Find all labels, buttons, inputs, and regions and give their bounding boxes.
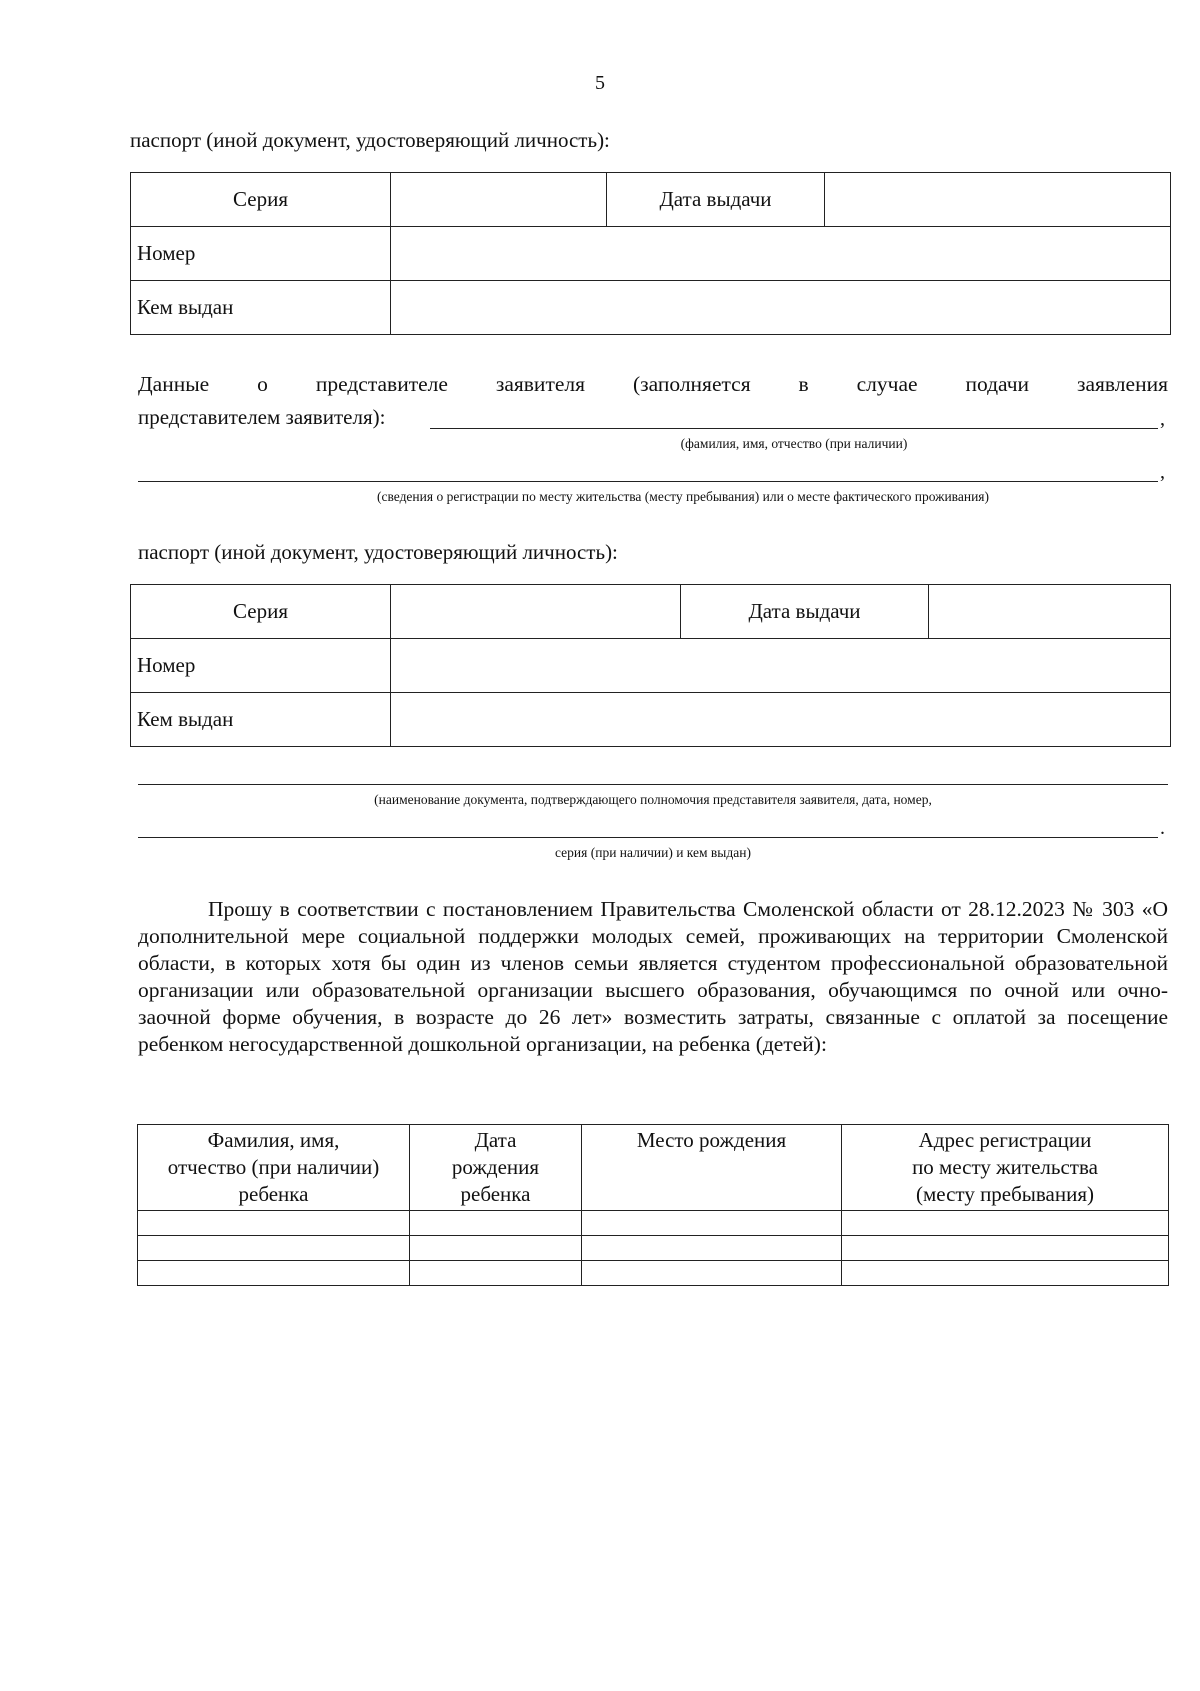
intro-word: о <box>257 372 268 396</box>
representative-name-line[interactable] <box>430 428 1158 429</box>
registration-line[interactable] <box>138 481 1158 482</box>
period: . <box>1160 817 1165 839</box>
comma: , <box>1160 461 1165 483</box>
representative-passport-label: паспорт (иной документ, удостоверяющий личность): <box>138 540 618 564</box>
issue-date-label: Дата выдачи <box>607 173 825 227</box>
page-number: 5 <box>595 72 605 94</box>
issued-by-field[interactable] <box>391 693 1171 747</box>
table-row <box>138 1211 1169 1236</box>
series-label: Серия <box>131 585 391 639</box>
request-text: Прошу в соответствии с постановлением Правительства Смоленской области от 28.12.2023 № 303 «О дополнительной мере социальной поддержки молодых семей, проживающих на территории Смоленской области, в которых хотя бы один из членов семьи является студентом профессиональной образовательной организации или образовательной организации высшего образования, обучающимся по очной или очно-заочной форме обучения, в возрасте до 26 лет» возместить затраты, связанные с оплатой за посещение ребенком негосударственной дошкольной организации, на ребенка (детей): <box>138 897 1168 1056</box>
child-name-cell[interactable] <box>138 1211 410 1236</box>
name-caption: (фамилия, имя, отчество (при наличии) <box>680 436 908 451</box>
birth-date-cell[interactable] <box>410 1211 582 1236</box>
issue-date-label: Дата выдачи <box>681 585 929 639</box>
intro-word: случае <box>856 372 918 396</box>
number-field[interactable] <box>391 639 1171 693</box>
applicant-passport-table <box>130 172 1171 335</box>
series-field[interactable] <box>391 585 681 639</box>
header-registration-address: Адрес регистрации по месту жительства (месту пребывания) <box>842 1125 1169 1211</box>
number-label: Номер <box>131 639 391 693</box>
header-birth-date: Дата рождения ребенка <box>410 1125 582 1211</box>
issued-by-label: Кем выдан <box>131 693 391 747</box>
number-field[interactable] <box>391 227 1171 281</box>
birth-place-cell[interactable] <box>582 1211 842 1236</box>
intro-word: (заполняется <box>632 372 751 396</box>
birth-place-cell[interactable] <box>582 1261 842 1286</box>
intro-word: Данные <box>138 372 210 396</box>
number-label: Номер <box>131 227 391 281</box>
table-row <box>138 1236 1169 1261</box>
representative-intro <box>138 372 1168 397</box>
issued-by-label: Кем выдан <box>131 281 391 335</box>
children-table <box>137 1124 1169 1286</box>
passport-label: паспорт (иной документ, удостоверяющий личность): <box>130 128 610 152</box>
address-cell[interactable] <box>842 1211 1169 1236</box>
intro-word: заявления <box>1077 372 1168 396</box>
issued-by-field[interactable] <box>391 281 1171 335</box>
document-caption-2: серия (при наличии) и кем выдан) <box>555 845 751 860</box>
registration-caption: (сведения о регистрации по месту жительства (месту пребывания) или о месте фактического проживания) <box>376 489 990 504</box>
birth-place-cell[interactable] <box>582 1236 842 1261</box>
child-name-cell[interactable] <box>138 1236 410 1261</box>
header-child-name: Фамилия, имя, отчество (при наличии) ребенка <box>138 1125 410 1211</box>
comma: , <box>1160 408 1165 430</box>
authority-document-line[interactable] <box>138 784 1168 785</box>
series-field[interactable] <box>391 173 607 227</box>
intro-word: заявителя <box>495 372 585 396</box>
address-cell[interactable] <box>842 1261 1169 1286</box>
issue-date-field[interactable] <box>929 585 1171 639</box>
document-caption-1: (наименование документа, подтверждающего полномочия представителя заявителя, дата, номер, <box>374 792 932 807</box>
birth-date-cell[interactable] <box>410 1236 582 1261</box>
request-paragraph <box>138 896 1168 1058</box>
address-cell[interactable] <box>842 1236 1169 1261</box>
representative-intro-tail: представителем заявителя): <box>138 405 386 429</box>
authority-document-line-2[interactable] <box>138 837 1158 838</box>
birth-date-cell[interactable] <box>410 1261 582 1286</box>
issue-date-field[interactable] <box>825 173 1171 227</box>
table-row <box>138 1261 1169 1286</box>
intro-word: представителе <box>315 372 448 396</box>
representative-passport-table <box>130 584 1171 747</box>
header-birth-place: Место рождения <box>582 1125 842 1211</box>
series-label: Серия <box>131 173 391 227</box>
child-name-cell[interactable] <box>138 1261 410 1286</box>
intro-word: подачи <box>965 372 1030 396</box>
intro-word: в <box>798 372 809 396</box>
